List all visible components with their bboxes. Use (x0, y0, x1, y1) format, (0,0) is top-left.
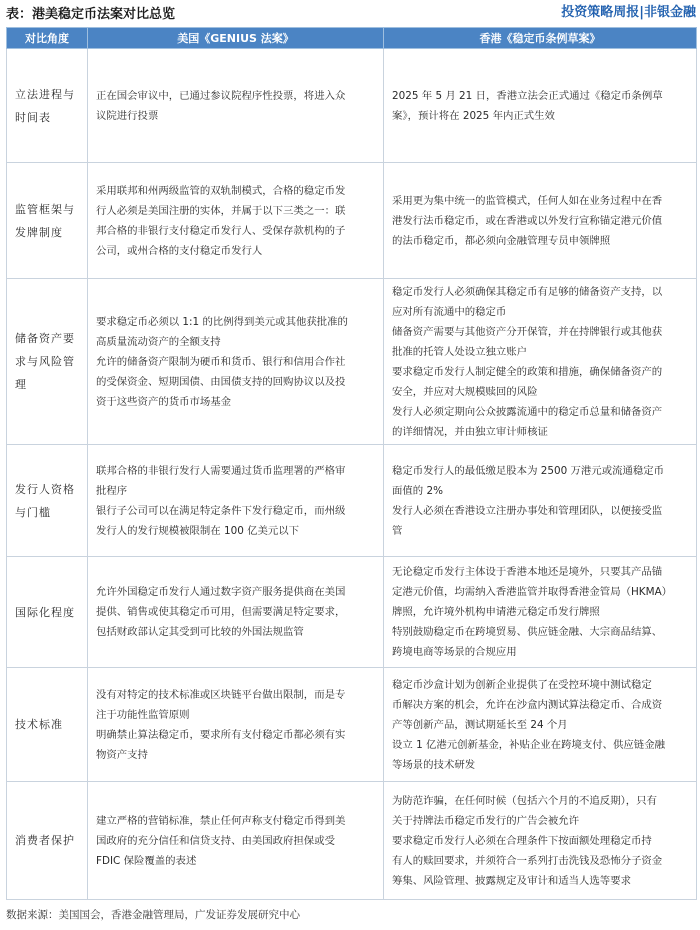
us-cell (88, 668, 384, 782)
us-cell (88, 557, 384, 668)
cell-text-line: 物资产支持 (96, 748, 148, 761)
cell-text-line: 管 (392, 524, 403, 537)
aspect-cell (7, 668, 88, 782)
cell-text-line: 发行人必须在香港设立注册办事处和管理团队，以便接受监 (392, 504, 663, 517)
cell-text-line: 国际化程度 (15, 605, 75, 619)
cell-text-line: 银行子公司可以在满足特定条件下发行稳定币，而州级 (96, 504, 346, 517)
cell-text-line: 注于功能性监管原则 (96, 708, 190, 721)
cell-text-line: 允许的储备资产限制为硬币和货币、银行和信用合作社 (96, 355, 346, 368)
cell-text-line: 建立严格的营销标准，禁止任何声称支付稳定币得到美 (96, 814, 346, 827)
cell-text-line: 允许外国稳定币发行人通过数字资产服务提供商在美国 (96, 586, 346, 598)
cell-text-line: 发行人必须定期向公众披露流通中的稳定币总量和储备资产 (392, 405, 663, 418)
cell-text-line: 要求稳定币发行人制定健全的政策和措施，确保储备资产的 (392, 365, 663, 378)
cell-text-line: 跨境电商等场景的合规应用 (392, 646, 517, 658)
column-header-hk: 香港《稳定币条例草案》 (384, 28, 697, 49)
cell-text-line: 储备资产需要与其他资产分开保管，并在持牌银行或其他获 (392, 325, 663, 338)
cell-text-line: 监管框架与 (15, 202, 75, 216)
cell-text-line: 要求稳定币必须以 1:1 的比例得到美元或其他获批准的 (96, 315, 348, 328)
table-title: 表：港美稳定币法案对比总览 (6, 7, 176, 22)
cell-text-line: 包括财政部认定其受到可比较的外国法规监管 (96, 626, 304, 638)
cell-text-line: 行人必须是美国注册的实体，并属于以下三类之一：联 (96, 204, 346, 217)
hk-cell (384, 163, 697, 279)
cell-text-line: 安全，并应对大规模赎回的风险 (392, 385, 538, 398)
cell-text-line: 与门槛 (15, 505, 51, 519)
cell-text-line: 定港元价值，均需纳入香港监管并取得香港金管局（HKMA） (392, 586, 673, 598)
cell-text-line: 公司，或州合格的支付稳定币发行人 (96, 244, 263, 257)
cell-text-line: 的详细情况，并由独立审计师核证 (392, 425, 548, 438)
hk-cell (384, 279, 697, 445)
cell-text-line: 批准的托管人处设立独立账户 (392, 345, 528, 358)
report-header (0, 0, 700, 24)
hk-cell (384, 782, 697, 900)
aspect-cell (7, 445, 88, 557)
hk-cell (384, 557, 697, 668)
cell-text-line: 高质量流动资产的全额支持 (96, 335, 221, 348)
table-row (7, 49, 697, 163)
cell-text-line: 明确禁止算法稳定币，要求所有支付稳定币都必须有实 (96, 728, 346, 741)
cell-text-line: 港发行法币稳定币，或在香港或以外发行宣称锚定港元价值 (392, 214, 663, 227)
cell-text-line: 技术标准 (15, 718, 63, 731)
cell-text-line: 应对所有流通中的稳定币 (392, 305, 507, 318)
cell-text-line: 特别鼓励稳定币在跨境贸易、供应链金融、大宗商品结算、 (392, 626, 663, 638)
us-cell (88, 782, 384, 900)
cell-text-line: 求与风险管 (15, 355, 75, 368)
hk-cell (384, 445, 697, 557)
table-row (7, 557, 697, 668)
cell-text-line: 2025 年 5 月 21 日，香港立法会正式通过《稳定币条例草 (392, 89, 663, 102)
aspect-cell (7, 49, 88, 163)
hk-cell (384, 49, 697, 163)
cell-text-line: 发行人的发行规模被限制在 100 亿美元以下 (96, 524, 300, 537)
column-header-us: 美国《GENIUS 法案》 (88, 28, 384, 49)
cell-text-line: 的法币稳定币，都必须向金融管理专员申领牌照 (392, 234, 611, 247)
cell-text-line: 采用联邦和州两级监管的双轨制模式，合格的稳定币发 (96, 184, 346, 197)
cell-text-line: 有人的赎回要求，并须符合一系列打击洗钱及恐怖分子资金 (392, 854, 663, 867)
cell-text-line: 案》，预计将在 2025 年内正式生效 (392, 109, 555, 122)
cell-text-line: 无论稳定币发行主体设于香港本地还是境外，只要其产品锚 (392, 566, 663, 578)
cell-text-line: 邦合格的非银行支付稳定币发行人、受保存款机构的子 (96, 224, 346, 237)
table-header-row (7, 28, 697, 49)
cell-text-line: 资于这些资产的货币市场基金 (96, 395, 232, 408)
report-tag: 投资策略周报|非银金融 (561, 5, 696, 20)
us-cell (88, 49, 384, 163)
cell-text-line: 稳定币发行人的最低缴足股本为 2500 万港元或流通稳定币 (392, 464, 665, 477)
cell-text-line: 设立 1 亿港元创新基金，补贴企业在跨境支付、供应链金融 (392, 738, 665, 751)
cell-text-line: 的受保资金、短期国债、由国债支持的回购协议以及投 (96, 375, 346, 388)
cell-text-line: 储备资产要 (15, 332, 75, 345)
column-header-aspect: 对比角度 (7, 28, 88, 49)
cell-text-line: 发牌制度 (15, 225, 63, 239)
table-row (7, 445, 697, 557)
table-row (7, 782, 697, 900)
aspect-cell (7, 782, 88, 900)
us-cell (88, 163, 384, 279)
cell-text-line: 产等创新产品，测试期延长至 24 个月 (392, 718, 568, 731)
comparison-table (6, 27, 697, 900)
table-row (7, 668, 697, 782)
cell-text-line: 提供、销售或使其稳定币可用，但需要满足特定要求， (96, 606, 346, 618)
us-cell (88, 445, 384, 557)
cell-text-line: 没有对特定的技术标准或区块链平台做出限制，而是专 (96, 688, 346, 701)
cell-text-line: 等场景的技术研发 (392, 758, 476, 771)
cell-text-line: 为防范诈骗，在任何时候（包括六个月的不追反期），只有 (392, 794, 657, 807)
us-cell (88, 279, 384, 445)
aspect-cell (7, 557, 88, 668)
aspect-cell (7, 163, 88, 279)
cell-text-line: 牌照，允许境外机构申请港元稳定币发行牌照 (392, 606, 600, 618)
cell-text-line: 币解决方案的机会，允许在沙盒内测试算法稳定币、合成资 (392, 698, 663, 711)
cell-text-line: 立法进程与 (15, 87, 75, 101)
cell-text-line: 筹集、风险管理、披露规定及审计和适当人选等要求 (392, 874, 631, 887)
cell-text-line: 理 (15, 378, 27, 391)
cell-text-line: 要求稳定币发行人必须在合理条件下按面额处理稳定币持 (392, 834, 652, 847)
hk-cell (384, 668, 697, 782)
cell-text-line: 面值的 2% (392, 484, 443, 497)
cell-text-line: 发行人资格 (15, 482, 75, 496)
data-source-note: 数据来源：美国国会，香港金融管理局，广发证券发展研究中心 (6, 909, 300, 921)
cell-text-line: 正在国会审议中，已通过参议院程序性投票，将进入众 (96, 89, 346, 102)
cell-text-line: 联邦合格的非银行发行人需要通过货币监理署的严格审 (96, 464, 346, 477)
cell-text-line: 采用更为集中统一的监管模式，任何人如在业务过程中在香 (392, 194, 663, 207)
cell-text-line: 关于持牌法币稳定币发行的广告会被允许 (392, 814, 580, 827)
aspect-cell (7, 279, 88, 445)
cell-text-line: FDIC 保险覆盖的表述 (96, 854, 197, 867)
cell-text-line: 稳定币沙盒计划为创新企业提供了在受控环境中测试稳定 (392, 678, 652, 691)
table-row (7, 163, 697, 279)
cell-text-line: 稳定币发行人必须确保其稳定币有足够的储备资产支持，以 (392, 285, 663, 298)
cell-text-line: 批程序 (96, 484, 128, 497)
cell-text-line: 议院进行投票 (96, 109, 159, 122)
cell-text-line: 消费者保护 (15, 834, 75, 847)
cell-text-line: 时间表 (15, 110, 51, 124)
table-row (7, 279, 697, 445)
cell-text-line: 国政府的充分信任和信贷支持、由美国政府担保或受 (96, 834, 335, 847)
